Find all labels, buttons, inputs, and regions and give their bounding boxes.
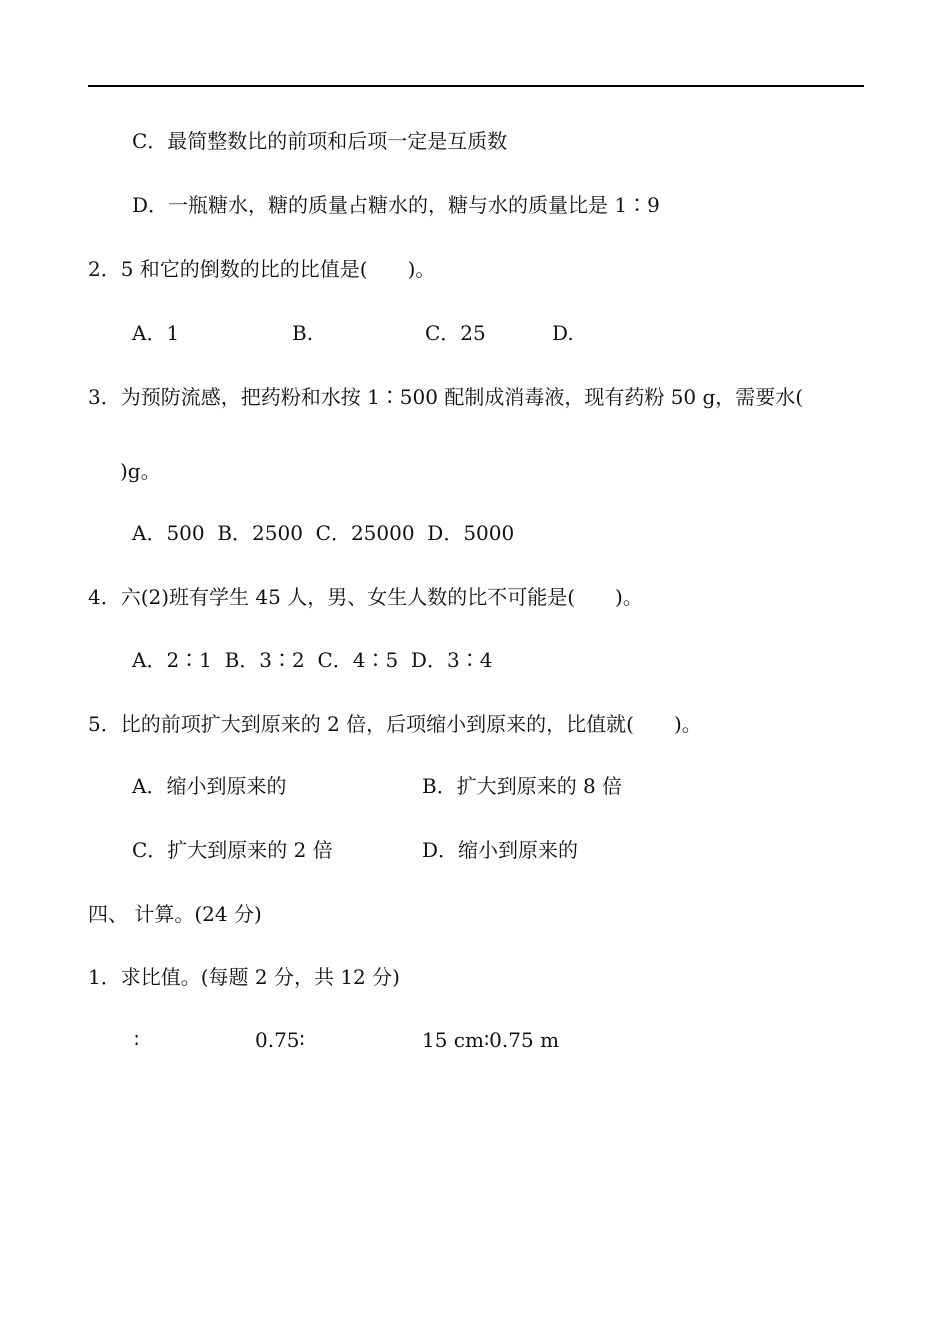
q3-options: A．500 B．2500 C．25000 D．5000 [132, 521, 515, 545]
question-3-continued: )g。 [120, 459, 161, 483]
q2-option-b: B. [292, 321, 314, 345]
question-3: 3．为预防流感，把药粉和水按 1∶500 配制成消毒液，现有药粉 50 g，需要水( [88, 385, 804, 409]
question-5: 5．比的前项扩大到原来的 2 倍，后项缩小到原来的，比值就( )。 [88, 712, 702, 736]
calc-1-heading: 1．求比值。(每题 2 分，共 12 分) [88, 965, 400, 989]
ratio-expression-3: 15 cm∶0.75 m [422, 1028, 560, 1052]
q2-option-a: A．1 [132, 321, 180, 345]
ratio-expression-2: 0.75∶ [255, 1028, 305, 1052]
q4-options: A．2∶1 B．3∶2 C．4∶5 D．3∶4 [132, 648, 493, 672]
header-rule [88, 85, 864, 87]
q5-option-a: A．缩小到原来的 [132, 774, 287, 798]
q5-option-c: C．扩大到原来的 2 倍 [132, 838, 333, 862]
q2-option-d: D. [552, 321, 574, 345]
q2-option-c: C．25 [425, 321, 486, 345]
question-4: 4．六(2)班有学生 45 人，男、女生人数的比不可能是( )。 [88, 585, 643, 609]
q1-option-d: D．一瓶糖水，糖的质量占糖水的，糖与水的质量比是 1∶9 [132, 193, 660, 217]
section-4-heading: 四、 计算。(24 分) [88, 902, 262, 926]
question-2: 2．5 和它的倒数的比的比值是( )。 [88, 257, 436, 281]
q5-option-b: B．扩大到原来的 8 倍 [422, 774, 623, 798]
q5-option-d: D．缩小到原来的 [422, 838, 579, 862]
ratio-expression-1: ∶ [134, 1028, 140, 1052]
q1-option-c: C．最简整数比的前项和后项一定是互质数 [132, 129, 508, 153]
